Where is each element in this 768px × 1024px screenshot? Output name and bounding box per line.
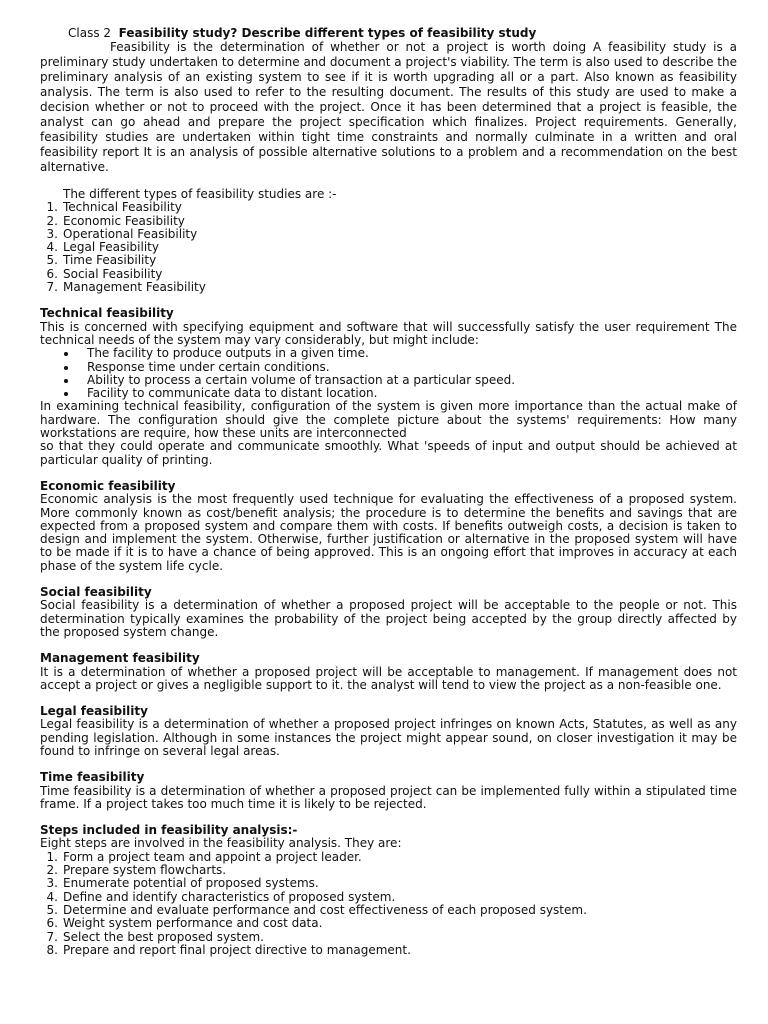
time-body: Time feasibility is a determination of whether a proposed project can be implemented fully within a stipulated time frame. If a project takes too much time it is likely to be rejected. bbox=[40, 783, 737, 811]
technical-bullet-item bbox=[40, 374, 737, 387]
list-number: 2. bbox=[46, 213, 58, 228]
list-item-text: Economic Feasibility bbox=[63, 213, 185, 228]
list-number: 2. bbox=[46, 863, 58, 878]
intro-paragraph: Feasibility is the determination of whether or not a project is worth doing A feasibility study is a preliminary study undertaken to determine and document a project's viability. The term is also used to describe the preliminary analysis of an existing system to see if it is worth upgrading all or a part. Also known as feasibility analysis. The term is also used to refer to the resulting document. The results of this study are used to make a decision whether or not to proceed with the project. Once it has been determined that a project is feasible, the analyst can go ahead and prepare the project specification which finalizes. Project requirements. Generally, feasibility studies are undertaken within tight time constraints and normally culminate in a written and oral feasibility report It is an analysis of possible alternative solutions to a problem and a recommendation on the best alternative. bbox=[40, 40, 737, 174]
step-item bbox=[40, 931, 737, 944]
list-item-text: Enumerate potential of proposed systems. bbox=[63, 876, 319, 891]
list-item-text: Select the best proposed system. bbox=[63, 929, 264, 944]
technical-bullet-item bbox=[40, 361, 737, 374]
technical-intro: This is concerned with specifying equipment and software that will successfully satisfy the user requirement The technical needs of the system may vary considerably, but might include: bbox=[40, 319, 737, 347]
step-item bbox=[40, 891, 737, 904]
bullet-text: Response time under certain conditions. bbox=[87, 359, 330, 374]
bullet-text: Facility to communicate data to distant location. bbox=[87, 386, 378, 401]
document-page bbox=[40, 26, 737, 957]
legal-body: Legal feasibility is a determination of whether a proposed project infringes on known Acts, Statutes, as well as any pending legislation. Although in some instances the project might appear sound, on closer investigation it may be found to infringe on several legal areas. bbox=[40, 717, 737, 758]
list-item-text: Form a project team and appoint a project leader. bbox=[63, 849, 362, 864]
economic-heading: Economic feasibility bbox=[40, 478, 176, 493]
list-number: 1. bbox=[46, 200, 58, 215]
feasibility-type-item bbox=[40, 268, 737, 281]
list-number: 8. bbox=[46, 942, 58, 957]
management-heading: Management feasibility bbox=[40, 651, 200, 666]
feasibility-type-item bbox=[40, 281, 737, 294]
list-item-text: Management Feasibility bbox=[63, 280, 206, 295]
step-item bbox=[40, 864, 737, 877]
list-number: 7. bbox=[46, 280, 58, 295]
list-number: 5. bbox=[46, 902, 58, 917]
management-body: It is a determination of whether a proposed project will be acceptable to management. If management does not accept a project or gives a negligible support to it. the analyst will tend to view the project as a non-feasible one. bbox=[40, 664, 737, 692]
social-body: Social feasibility is a determination of whether a proposed project will be acceptable to the people or not. This determination typically examines the probability of the project being accepted by the group directly affected by the proposed system change. bbox=[40, 598, 737, 639]
list-item-text: Weight system performance and cost data. bbox=[63, 916, 323, 931]
list-number: 4. bbox=[46, 240, 58, 255]
bullet-dot-icon bbox=[64, 366, 68, 370]
list-item-text: Prepare system flowcharts. bbox=[63, 863, 227, 878]
list-number: 6. bbox=[46, 916, 58, 931]
types-list bbox=[40, 201, 737, 294]
social-heading: Social feasibility bbox=[40, 585, 152, 600]
bullet-dot-icon bbox=[64, 352, 68, 356]
technical-bullet-item bbox=[40, 387, 737, 400]
time-heading: Time feasibility bbox=[40, 770, 145, 785]
feasibility-type-item bbox=[40, 254, 737, 267]
list-number: 1. bbox=[46, 849, 58, 864]
bullet-dot-icon bbox=[64, 379, 68, 383]
bullet-dot-icon bbox=[64, 392, 68, 396]
list-item-text: Social Feasibility bbox=[63, 266, 163, 281]
types-intro: The different types of feasibility studies are :- bbox=[63, 187, 337, 201]
list-item-text: Technical Feasibility bbox=[63, 200, 182, 215]
list-number: 5. bbox=[46, 253, 58, 268]
feasibility-type-item bbox=[40, 201, 737, 214]
list-item-text: Prepare and report final project directive to management. bbox=[63, 942, 411, 957]
step-item bbox=[40, 944, 737, 957]
feasibility-type-item bbox=[40, 215, 737, 228]
list-number: 3. bbox=[46, 876, 58, 891]
question-title: Feasibility study? Describe different types of feasibility study bbox=[118, 26, 537, 40]
technical-heading: Technical feasibility bbox=[40, 306, 174, 321]
list-number: 4. bbox=[46, 889, 58, 904]
question-heading bbox=[68, 26, 737, 40]
legal-heading: Legal feasibility bbox=[40, 704, 148, 719]
steps-heading: Steps included in feasibility analysis:- bbox=[40, 823, 298, 838]
step-item bbox=[40, 917, 737, 930]
steps-intro: Eight steps are involved in the feasibility analysis. They are: bbox=[40, 836, 402, 851]
feasibility-type-item bbox=[40, 241, 737, 254]
list-number: 7. bbox=[46, 929, 58, 944]
technical-bullets bbox=[40, 347, 737, 400]
step-item bbox=[40, 851, 737, 864]
steps-list bbox=[40, 851, 737, 957]
list-item-text: Operational Feasibility bbox=[63, 226, 198, 241]
class-label: Class 2 bbox=[68, 26, 112, 40]
technical-para-2: so that they could operate and communicate smoothly. What 'speeds of input and output should be achieved at particular quality of printing. bbox=[40, 439, 737, 467]
bullet-text: Ability to process a certain volume of transaction at a particular speed. bbox=[87, 372, 516, 387]
list-item-text: Legal Feasibility bbox=[63, 240, 159, 255]
list-item-text: Define and identify characteristics of proposed system. bbox=[63, 889, 396, 904]
technical-para-1: In examining technical feasibility, configuration of the system is given more importance than the actual make of hardware. The configuration should give the complete picture about the systems' requirements: How many workstations are require, how these units are interconnected bbox=[40, 399, 737, 441]
bullet-text: The facility to produce outputs in a given time. bbox=[87, 346, 369, 361]
economic-body: Economic analysis is the most frequently used technique for evaluating the effectiveness of a proposed system. More commonly known as cost/benefit analysis; the procedure is to determine the benefits and savings that are expected from a proposed system and compare them with costs. If benefits outweigh costs, a decision is taken to design and implement the system. Otherwise, further justification or alternative in the proposed system will have to be made if it is to have a chance of being approved. This is an ongoing effort that improves in accuracy at each phase of the system life cycle. bbox=[40, 492, 737, 573]
technical-bullet-item bbox=[40, 347, 737, 360]
list-number: 3. bbox=[46, 226, 58, 241]
list-number: 6. bbox=[46, 266, 58, 281]
list-item-text: Determine and evaluate performance and cost effectiveness of each proposed system. bbox=[63, 902, 587, 917]
step-item bbox=[40, 904, 737, 917]
step-item bbox=[40, 877, 737, 890]
feasibility-type-item bbox=[40, 228, 737, 241]
list-item-text: Time Feasibility bbox=[63, 253, 157, 268]
